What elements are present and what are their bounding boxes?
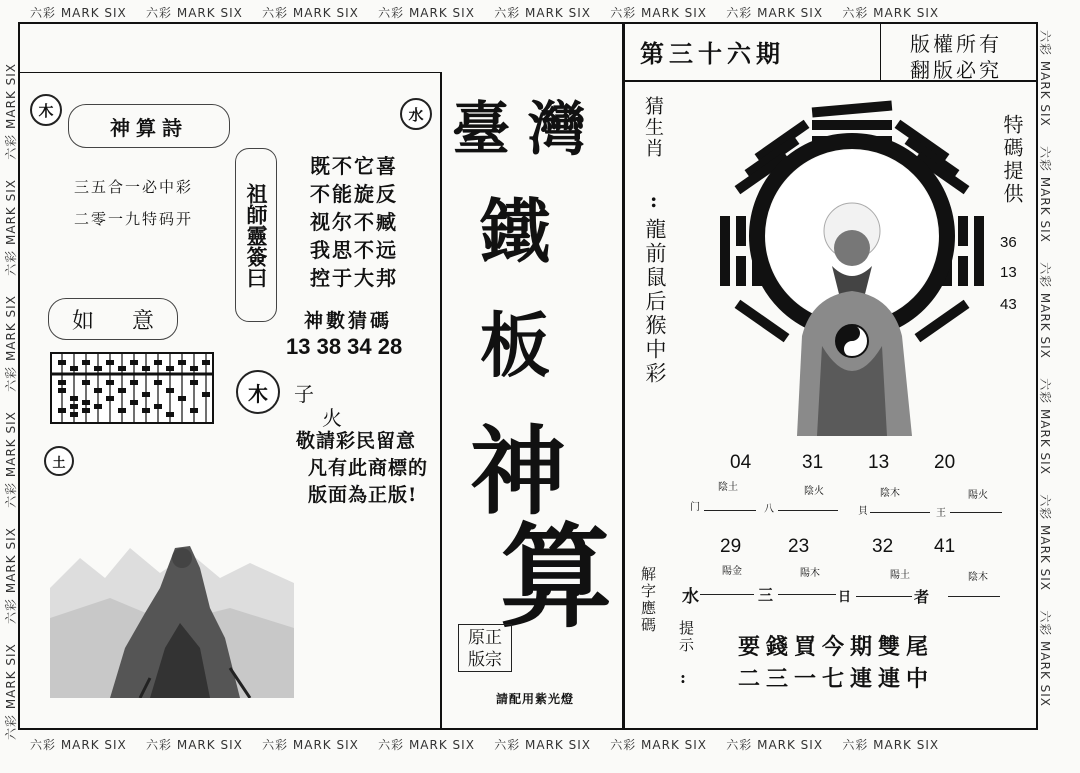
special-number-3: 43 xyxy=(1000,296,1017,313)
verse-line-3: 视尔不臧 xyxy=(310,210,398,234)
row1-line-1 xyxy=(704,510,756,511)
row1-number-3: 13 xyxy=(868,452,890,473)
row2-char-2: 三 xyxy=(758,586,774,604)
row2-number-3: 32 xyxy=(872,536,894,557)
copyright-line-1: 版權所有 xyxy=(910,32,1002,56)
row1-char-3: 貝 xyxy=(858,506,868,517)
left-panel-top-line xyxy=(20,72,440,73)
row2-tag-3: 陽土 xyxy=(890,570,910,581)
ancestor-label: 祖師靈簽曰 xyxy=(244,182,269,288)
zi-char: 子 xyxy=(294,382,314,406)
verse-line-1: 既不它喜 xyxy=(310,154,398,178)
frame-bottom xyxy=(18,728,1038,730)
row2-char-4: 者 xyxy=(914,588,930,606)
row1-number-2: 31 xyxy=(802,452,824,473)
border-bottom: 六彩 MARK SIX 六彩 MARK SIX 六彩 MARK SIX 六彩 MARK SIX 六彩 MARK SIX 六彩 MARK SIX 六彩 MARK SIX 六彩 MARK SIX xyxy=(30,738,940,752)
notice-block xyxy=(296,428,428,509)
row2-number-1: 29 xyxy=(720,536,742,557)
left-panel-divider xyxy=(440,72,442,730)
row2-char-3: 日 xyxy=(838,590,852,605)
element-earth: 土 xyxy=(44,446,74,476)
ruyi-box xyxy=(48,298,178,340)
issue-divider xyxy=(880,24,881,80)
row1-tag-2: 陰火 xyxy=(804,486,824,497)
border-right: 六彩 MARK SIX 六彩 MARK SIX 六彩 MARK SIX 六彩 MARK SIX 六彩 MARK SIX 六彩 MARK SIX xyxy=(1038,30,1052,708)
row2-line-4 xyxy=(948,596,1000,597)
row1-number-4: 20 xyxy=(934,452,956,473)
row1-line-2 xyxy=(778,510,838,511)
tips-line-1: 要錢買今期雙尾 xyxy=(738,634,935,660)
special-number-1: 36 xyxy=(1000,234,1017,251)
element-wood-top: 木 xyxy=(30,94,62,126)
notice-line-3: 版面為正版! xyxy=(308,484,418,506)
notice-line-2: 凡有此商標的 xyxy=(308,457,429,479)
element-wood-mid: 木 xyxy=(236,370,280,414)
row2-line-2 xyxy=(778,594,836,595)
hint-colon: : xyxy=(680,668,686,687)
hint-label: 提示 xyxy=(677,620,695,654)
genuine-stamp xyxy=(458,624,512,672)
guess-label: 神數猜碼 xyxy=(304,310,393,332)
row2-tag-1: 陽金 xyxy=(722,566,742,577)
title-char-4: 算 xyxy=(500,512,612,643)
verse-block xyxy=(310,152,398,292)
footer-note: 請配用紫光燈 xyxy=(496,692,575,706)
row1-line-4 xyxy=(950,512,1002,513)
zodiac-colon: : xyxy=(650,188,658,212)
title-char-2: 板 xyxy=(480,304,550,387)
bagua-deity-image xyxy=(712,96,990,448)
row1-tag-4: 陽火 xyxy=(968,490,988,501)
abacus-image xyxy=(50,352,214,424)
ruyi-char-1: 如 xyxy=(71,308,94,334)
stamp-line-1: 原正 xyxy=(468,628,502,648)
special-number-2: 13 xyxy=(1000,264,1017,281)
row2-tag-4: 陰木 xyxy=(968,572,988,583)
title-line-1: 臺灣 xyxy=(452,95,605,163)
row2-number-2: 23 xyxy=(788,536,810,557)
row1-number-1: 04 xyxy=(730,452,752,473)
zodiac-items: 龍前鼠后猴中彩 xyxy=(643,218,667,386)
guess-numbers: 13 38 34 28 xyxy=(286,334,403,359)
copyright-line-2: 翻版必究 xyxy=(910,58,1002,82)
border-top: 六彩 MARK SIX 六彩 MARK SIX 六彩 MARK SIX 六彩 MARK SIX 六彩 MARK SIX 六彩 MARK SIX 六彩 MARK SIX 六彩 MARK SIX xyxy=(30,6,940,20)
frame-top xyxy=(18,22,1038,24)
special-label: 特碼提供 xyxy=(1000,114,1024,206)
title-char-1: 鐵 xyxy=(480,190,550,273)
element-water: 水 xyxy=(400,98,432,130)
notice-line-1: 敬請彩民留意 xyxy=(296,430,417,452)
row1-tag-1: 陰土 xyxy=(718,482,738,493)
decode-label: 解字應碼 xyxy=(639,566,657,634)
verse-line-4: 我思不远 xyxy=(310,238,398,262)
border-left: 六彩 MARK SIX 六彩 MARK SIX 六彩 MARK SIX 六彩 MARK SIX 六彩 MARK SIX 六彩 MARK SIX xyxy=(4,62,18,740)
verse-line-5: 控于大邦 xyxy=(310,266,398,290)
poem-line-1: 三五合一必中彩 xyxy=(74,178,194,196)
row1-char-2: 八 xyxy=(764,504,774,515)
fire-char: 火 xyxy=(322,406,342,430)
zodiac-label: 猜生肖 xyxy=(642,96,664,159)
tips-line-2: 二三一七連連中 xyxy=(738,666,935,692)
row1-char-4: 王 xyxy=(936,508,946,519)
stamp-line-2: 版宗 xyxy=(468,650,502,670)
ruyi-char-2: 意 xyxy=(132,308,155,334)
poem-line-2: 二零一九特码开 xyxy=(74,210,194,228)
row1-char-1: 门 xyxy=(690,502,700,513)
row1-line-3 xyxy=(870,512,930,513)
poem-label: 神算詩 xyxy=(110,115,188,140)
row2-tag-2: 陽木 xyxy=(800,568,820,579)
ancestor-box xyxy=(235,148,277,322)
center-right-divider xyxy=(622,22,625,730)
row2-char-1: 水 xyxy=(682,587,699,607)
verse-line-2: 不能旋反 xyxy=(310,182,398,206)
title-char-3: 神 xyxy=(470,415,566,528)
row2-line-3 xyxy=(856,596,912,597)
row2-number-4: 41 xyxy=(934,536,956,557)
row1-tag-3: 陰木 xyxy=(880,488,900,499)
warrior-illustration xyxy=(50,528,294,698)
row2-line-1 xyxy=(700,594,754,595)
issue-number: 第三十六期 xyxy=(640,39,785,68)
poem-label-box xyxy=(68,104,230,148)
